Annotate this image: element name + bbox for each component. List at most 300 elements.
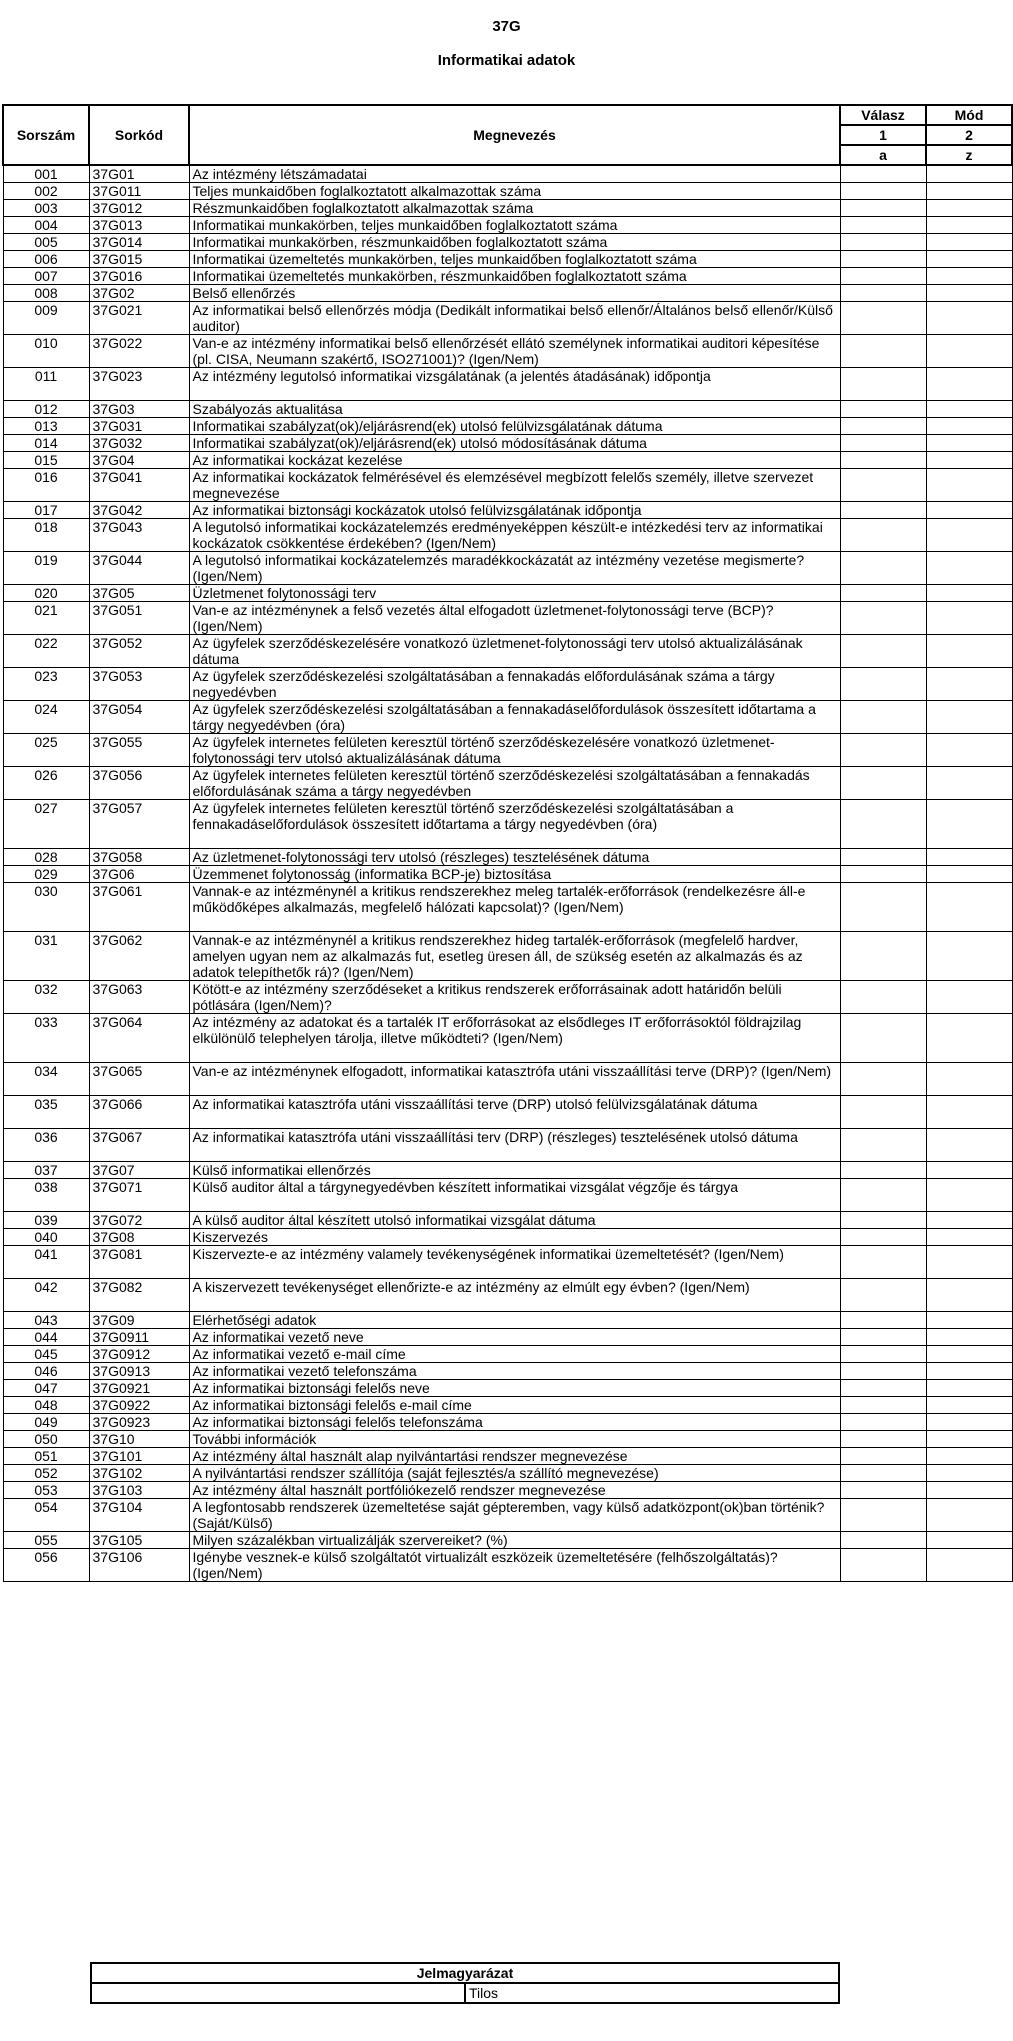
table-row <box>3 849 1012 866</box>
answer-cell[interactable] <box>840 668 926 701</box>
row-code: 37G051 <box>89 602 189 635</box>
table-row <box>3 1312 1012 1329</box>
row-number: 009 <box>3 302 89 335</box>
row-description: Az informatikai vezető telefonszáma <box>189 1363 840 1380</box>
answer-cell[interactable] <box>840 368 926 401</box>
mode-cell[interactable] <box>926 932 1012 981</box>
table-row <box>3 668 1012 701</box>
mode-cell[interactable] <box>926 1465 1012 1482</box>
mode-cell[interactable] <box>926 251 1012 268</box>
header-col-2: 2 <box>926 125 1012 145</box>
table-row <box>3 183 1012 200</box>
mode-cell[interactable] <box>926 1246 1012 1279</box>
answer-cell[interactable] <box>840 552 926 585</box>
table-row <box>3 585 1012 602</box>
row-description: Informatikai szabályzat(ok)/eljárásrend(ek) utolsó felülvizsgálatának dátuma <box>189 418 840 435</box>
row-code: 37G105 <box>89 1532 189 1549</box>
row-code: 37G10 <box>89 1431 189 1448</box>
table-row <box>3 251 1012 268</box>
table-row <box>3 1448 1012 1465</box>
mode-cell[interactable] <box>926 1279 1012 1312</box>
table-row <box>3 217 1012 234</box>
mode-cell[interactable] <box>926 866 1012 883</box>
table-row <box>3 883 1012 932</box>
row-number: 047 <box>3 1380 89 1397</box>
row-code: 37G011 <box>89 183 189 200</box>
mode-cell[interactable] <box>926 234 1012 251</box>
mode-cell[interactable] <box>926 552 1012 585</box>
row-code: 37G042 <box>89 502 189 519</box>
answer-cell[interactable] <box>840 1329 926 1346</box>
mode-cell[interactable] <box>926 502 1012 519</box>
answer-cell[interactable] <box>840 1499 926 1532</box>
answer-cell[interactable] <box>840 734 926 767</box>
row-description: Van-e az intézmény informatikai belső ellenőrzését ellátó személynek informatikai auditori képesítése (pl. CISA, Neumann szakértő, ISO271001)? (Igen/Nem) <box>189 335 840 368</box>
row-code: 37G04 <box>89 452 189 469</box>
row-description: Milyen százalékban virtualizálják szervereiket? (%) <box>189 1532 840 1549</box>
row-description: Külső informatikai ellenőrzés <box>189 1162 840 1179</box>
row-description: Az informatikai biztonsági felelős telefonszáma <box>189 1414 840 1431</box>
row-number: 018 <box>3 519 89 552</box>
row-number: 054 <box>3 1499 89 1532</box>
table-row <box>3 1499 1012 1532</box>
header-col-1: 1 <box>840 125 926 145</box>
row-code: 37G064 <box>89 1014 189 1063</box>
table-row <box>3 1346 1012 1363</box>
table-row <box>3 1229 1012 1246</box>
row-description: Kötött-e az intézmény szerződéseket a kritikus rendszerek erőforrásainak adott határidőn belüli pótlására (Igen/Nem)? <box>189 981 840 1014</box>
mode-cell[interactable] <box>926 1414 1012 1431</box>
row-number: 017 <box>3 502 89 519</box>
row-number: 041 <box>3 1246 89 1279</box>
row-number: 022 <box>3 635 89 668</box>
row-description: Igénybe vesznek-e külső szolgáltatót virtualizált eszközeik üzemeltetésére (felhőszolgáltatás)? (Igen/Nem) <box>189 1549 840 1582</box>
row-description: A legutolsó informatikai kockázatelemzés eredményeképpen készült-e intézkedési terv az informatikai kockázatok csökkentése érdekében? (Igen/Nem) <box>189 519 840 552</box>
answer-cell[interactable] <box>840 932 926 981</box>
row-number: 013 <box>3 418 89 435</box>
mode-cell[interactable] <box>926 849 1012 866</box>
mode-cell[interactable] <box>926 302 1012 335</box>
row-description: Az informatikai katasztrófa utáni visszaállítási terv (DRP) (részleges) tesztelésének utolsó dátuma <box>189 1129 840 1162</box>
mode-cell[interactable] <box>926 1482 1012 1499</box>
answer-cell[interactable] <box>840 866 926 883</box>
row-description: Informatikai üzemeltetés munkakörben, részmunkaidőben foglalkoztatott száma <box>189 268 840 285</box>
table-row <box>3 1014 1012 1063</box>
row-description: Informatikai munkakörben, részmunkaidőben foglalkoztatott száma <box>189 234 840 251</box>
legend-title: Jelmagyarázat <box>91 1963 839 1983</box>
row-description: Az ügyfelek szerződéskezelési szolgáltatásában a fennakadáselőfordulások összesített időtartama a tárgy negyedévben (óra) <box>189 701 840 734</box>
row-code: 37G056 <box>89 767 189 800</box>
row-number: 053 <box>3 1482 89 1499</box>
mode-cell[interactable] <box>926 335 1012 368</box>
mode-cell[interactable] <box>926 883 1012 932</box>
row-number: 032 <box>3 981 89 1014</box>
answer-cell[interactable] <box>840 200 926 217</box>
row-code: 37G082 <box>89 1279 189 1312</box>
row-description: A legfontosabb rendszerek üzemeltetése saját gépteremben, vagy külső adatközpont(ok)ban történik? (Saját/Külső) <box>189 1499 840 1532</box>
row-description: Az ügyfelek internetes felületen keresztül történő szerződéskezelési szolgáltatásában a fennakadáselőfordulások összesített időtartama a tárgy negyedévben (óra) <box>189 800 840 849</box>
row-description: Vannak-e az intézménynél a kritikus rendszerekhez hideg tartalék-erőforrások (megfelelő hardver, amelyen ugyan nem az alkalmazás fut, esetleg üresen áll, de szükség esetén az alkalmazás és az adatok telepíthetők rá)? (Igen/Nem) <box>189 932 840 981</box>
header-sorszam: Sorszám <box>3 105 89 165</box>
row-code: 37G062 <box>89 932 189 981</box>
answer-cell[interactable] <box>840 268 926 285</box>
row-code: 37G015 <box>89 251 189 268</box>
mode-cell[interactable] <box>926 452 1012 469</box>
answer-cell[interactable] <box>840 849 926 866</box>
table-row <box>3 734 1012 767</box>
row-code: 37G065 <box>89 1063 189 1096</box>
row-number: 024 <box>3 701 89 734</box>
answer-cell[interactable] <box>840 1279 926 1312</box>
answer-cell[interactable] <box>840 469 926 502</box>
mode-cell[interactable] <box>926 268 1012 285</box>
row-number: 015 <box>3 452 89 469</box>
answer-cell[interactable] <box>840 435 926 452</box>
row-description: További információk <box>189 1431 840 1448</box>
row-number: 045 <box>3 1346 89 1363</box>
row-code: 37G071 <box>89 1179 189 1212</box>
row-description: Üzemmenet folytonosság (informatika BCP-je) biztosítása <box>189 866 840 883</box>
mode-cell[interactable] <box>926 668 1012 701</box>
form-code: 37G <box>492 18 521 35</box>
answer-cell[interactable] <box>840 452 926 469</box>
mode-cell[interactable] <box>926 1329 1012 1346</box>
answer-cell[interactable] <box>840 302 926 335</box>
row-description: Az intézmény által használt alap nyilvántartási rendszer megnevezése <box>189 1448 840 1465</box>
row-number: 014 <box>3 435 89 452</box>
mode-cell[interactable] <box>926 701 1012 734</box>
mode-cell[interactable] <box>926 800 1012 849</box>
answer-cell[interactable] <box>840 401 926 418</box>
row-code: 37G08 <box>89 1229 189 1246</box>
answer-cell[interactable] <box>840 1448 926 1465</box>
row-number: 011 <box>3 368 89 401</box>
table-row <box>3 435 1012 452</box>
table-row <box>3 234 1012 251</box>
row-description: Az ügyfelek szerződéskezelési szolgáltatásában a fennakadás előfordulásának száma a tárgy negyedévben <box>189 668 840 701</box>
mode-cell[interactable] <box>926 734 1012 767</box>
answer-cell[interactable] <box>840 519 926 552</box>
table-row <box>3 302 1012 335</box>
answer-cell[interactable] <box>840 165 926 183</box>
table-row <box>3 932 1012 981</box>
mode-cell[interactable] <box>926 1499 1012 1532</box>
answer-cell[interactable] <box>840 1014 926 1063</box>
mode-cell[interactable] <box>926 1346 1012 1363</box>
row-description: Az informatikai katasztrófa utáni visszaállítási terve (DRP) utolsó felülvizsgálatának dátuma <box>189 1096 840 1129</box>
row-description: Az intézmény legutolsó informatikai vizsgálatának (a jelentés átadásának) időpontja <box>189 368 840 401</box>
mode-cell[interactable] <box>926 1532 1012 1549</box>
mode-cell[interactable] <box>926 635 1012 668</box>
table-row <box>3 1179 1012 1212</box>
mode-cell[interactable] <box>926 1229 1012 1246</box>
answer-cell[interactable] <box>840 1346 926 1363</box>
answer-cell[interactable] <box>840 1363 926 1380</box>
legend-item: Tilos <box>465 1983 839 2003</box>
answer-cell[interactable] <box>840 1179 926 1212</box>
row-number: 055 <box>3 1532 89 1549</box>
row-code: 37G044 <box>89 552 189 585</box>
answer-cell[interactable] <box>840 1129 926 1162</box>
mode-cell[interactable] <box>926 1312 1012 1329</box>
row-number: 003 <box>3 200 89 217</box>
row-number: 025 <box>3 734 89 767</box>
row-number: 035 <box>3 1096 89 1129</box>
answer-cell[interactable] <box>840 1246 926 1279</box>
row-description: Az informatikai belső ellenőrzés módja (Dedikált informatikai belső ellenőr/Általános belső ellenőr/Külső auditor) <box>189 302 840 335</box>
row-description: Informatikai szabályzat(ok)/eljárásrend(ek) utolsó módosításának dátuma <box>189 435 840 452</box>
answer-cell[interactable] <box>840 800 926 849</box>
table-row <box>3 635 1012 668</box>
answer-cell[interactable] <box>840 502 926 519</box>
row-code: 37G066 <box>89 1096 189 1129</box>
mode-cell[interactable] <box>926 1129 1012 1162</box>
answer-cell[interactable] <box>840 418 926 435</box>
table-row <box>3 200 1012 217</box>
row-description: Van-e az intézménynek elfogadott, informatikai katasztrófa utáni visszaállítási terve (DRP)? (Igen/Nem) <box>189 1063 840 1096</box>
row-number: 050 <box>3 1431 89 1448</box>
mode-cell[interactable] <box>926 981 1012 1014</box>
row-code: 37G0923 <box>89 1414 189 1431</box>
answer-cell[interactable] <box>840 251 926 268</box>
row-code: 37G072 <box>89 1212 189 1229</box>
mode-cell[interactable] <box>926 1063 1012 1096</box>
mode-cell[interactable] <box>926 165 1012 183</box>
row-code: 37G022 <box>89 335 189 368</box>
answer-cell[interactable] <box>840 1312 926 1329</box>
row-code: 37G054 <box>89 701 189 734</box>
row-code: 37G101 <box>89 1448 189 1465</box>
table-row <box>3 519 1012 552</box>
answer-cell[interactable] <box>840 635 926 668</box>
row-number: 010 <box>3 335 89 368</box>
row-number: 043 <box>3 1312 89 1329</box>
row-number: 023 <box>3 668 89 701</box>
row-code: 37G032 <box>89 435 189 452</box>
mode-cell[interactable] <box>926 1096 1012 1129</box>
answer-cell[interactable] <box>840 1414 926 1431</box>
answer-cell[interactable] <box>840 217 926 234</box>
mode-cell[interactable] <box>926 285 1012 302</box>
mode-cell[interactable] <box>926 200 1012 217</box>
table-row <box>3 469 1012 502</box>
row-number: 012 <box>3 401 89 418</box>
table-row <box>3 1329 1012 1346</box>
row-code: 37G081 <box>89 1246 189 1279</box>
table-row <box>3 452 1012 469</box>
row-code: 37G02 <box>89 285 189 302</box>
row-description: Az informatikai biztonsági kockázatok utolsó felülvizsgálatának időpontja <box>189 502 840 519</box>
row-number: 051 <box>3 1448 89 1465</box>
row-number: 019 <box>3 552 89 585</box>
mode-cell[interactable] <box>926 1431 1012 1448</box>
mode-cell[interactable] <box>926 1014 1012 1063</box>
mode-cell[interactable] <box>926 519 1012 552</box>
mode-cell[interactable] <box>926 183 1012 200</box>
answer-cell[interactable] <box>840 1549 926 1582</box>
row-number: 056 <box>3 1549 89 1582</box>
row-number: 044 <box>3 1329 89 1346</box>
row-number: 042 <box>3 1279 89 1312</box>
row-code: 37G021 <box>89 302 189 335</box>
answer-cell[interactable] <box>840 1380 926 1397</box>
answer-cell[interactable] <box>840 1162 926 1179</box>
row-description: Kiszervezés <box>189 1229 840 1246</box>
row-code: 37G012 <box>89 200 189 217</box>
table-row <box>3 1063 1012 1096</box>
row-number: 040 <box>3 1229 89 1246</box>
mode-cell[interactable] <box>926 418 1012 435</box>
row-code: 37G053 <box>89 668 189 701</box>
row-number: 034 <box>3 1063 89 1096</box>
row-description: Informatikai munkakörben, teljes munkaidőben foglalkoztatott száma <box>189 217 840 234</box>
answer-cell[interactable] <box>840 1532 926 1549</box>
row-description: A nyilvántartási rendszer szállítója (saját fejlesztés/a szállító megnevezése) <box>189 1465 840 1482</box>
header-valasz: Válasz <box>840 105 926 125</box>
row-number: 020 <box>3 585 89 602</box>
row-description: Az ügyfelek szerződéskezelésére vonatkozó üzletmenet-folytonossági terv utolsó aktualizálásának dátuma <box>189 635 840 668</box>
row-code: 37G102 <box>89 1465 189 1482</box>
answer-cell[interactable] <box>840 767 926 800</box>
mode-cell[interactable] <box>926 368 1012 401</box>
mode-cell[interactable] <box>926 1380 1012 1397</box>
mode-cell[interactable] <box>926 1162 1012 1179</box>
row-number: 005 <box>3 234 89 251</box>
answer-cell[interactable] <box>840 335 926 368</box>
answer-cell[interactable] <box>840 1465 926 1482</box>
table-row <box>3 502 1012 519</box>
table-row <box>3 1465 1012 1482</box>
table-row <box>3 1246 1012 1279</box>
row-code: 37G06 <box>89 866 189 883</box>
answer-cell[interactable] <box>840 183 926 200</box>
mode-cell[interactable] <box>926 767 1012 800</box>
mode-cell[interactable] <box>926 1212 1012 1229</box>
mode-cell[interactable] <box>926 1363 1012 1380</box>
row-description: A külső auditor által készített utolsó informatikai vizsgálat dátuma <box>189 1212 840 1229</box>
row-description: Az üzletmenet-folytonossági terv utolsó (részleges) tesztelésének dátuma <box>189 849 840 866</box>
row-code: 37G023 <box>89 368 189 401</box>
answer-cell[interactable] <box>840 1431 926 1448</box>
row-number: 048 <box>3 1397 89 1414</box>
answer-cell[interactable] <box>840 883 926 932</box>
row-description: Elérhetőségi adatok <box>189 1312 840 1329</box>
table-row <box>3 602 1012 635</box>
mode-cell[interactable] <box>926 1397 1012 1414</box>
mode-cell[interactable] <box>926 1549 1012 1582</box>
answer-cell[interactable] <box>840 1063 926 1096</box>
row-number: 007 <box>3 268 89 285</box>
row-description: Belső ellenőrzés <box>189 285 840 302</box>
answer-cell[interactable] <box>840 602 926 635</box>
row-number: 038 <box>3 1179 89 1212</box>
mode-cell[interactable] <box>926 1448 1012 1465</box>
table-row <box>3 767 1012 800</box>
row-description: Az informatikai biztonsági felelős e-mail címe <box>189 1397 840 1414</box>
mode-cell[interactable] <box>926 469 1012 502</box>
row-description: Az ügyfelek internetes felületen keresztül történő szerződéskezelésére vonatkozó üzletmenet-folytonossági terv utolsó aktualizálásának dátuma <box>189 734 840 767</box>
mode-cell[interactable] <box>926 217 1012 234</box>
table-row <box>3 1363 1012 1380</box>
mode-cell[interactable] <box>926 401 1012 418</box>
row-code: 37G055 <box>89 734 189 767</box>
header-col-a: a <box>840 145 926 165</box>
row-code: 37G104 <box>89 1499 189 1532</box>
table-row <box>3 335 1012 368</box>
row-description: Az informatikai vezető neve <box>189 1329 840 1346</box>
answer-cell[interactable] <box>840 1397 926 1414</box>
answer-cell[interactable] <box>840 1229 926 1246</box>
header-megnevezes: Megnevezés <box>189 105 840 165</box>
row-number: 052 <box>3 1465 89 1482</box>
table-row <box>3 800 1012 849</box>
table-row <box>3 165 1012 183</box>
answer-cell[interactable] <box>840 234 926 251</box>
mode-cell[interactable] <box>926 435 1012 452</box>
row-code: 37G031 <box>89 418 189 435</box>
row-code: 37G03 <box>89 401 189 418</box>
row-code: 37G058 <box>89 849 189 866</box>
table-row <box>3 1162 1012 1179</box>
table-row <box>3 552 1012 585</box>
row-description: Az informatikai kockázatok felmérésével és elemzésével megbízott felelős személy, illetve szervezet megnevezése <box>189 469 840 502</box>
row-description: Az informatikai biztonsági felelős neve <box>189 1380 840 1397</box>
answer-cell[interactable] <box>840 701 926 734</box>
row-code: 37G0911 <box>89 1329 189 1346</box>
table-row <box>3 401 1012 418</box>
row-description: Kiszervezte-e az intézmény valamely tevékenységének informatikai üzemeltetését? (Igen/Nem) <box>189 1246 840 1279</box>
answer-cell[interactable] <box>840 1482 926 1499</box>
row-number: 030 <box>3 883 89 932</box>
answer-cell[interactable] <box>840 285 926 302</box>
table-row <box>3 1380 1012 1397</box>
form-title: Informatikai adatok <box>437 52 576 69</box>
row-number: 008 <box>3 285 89 302</box>
mode-cell[interactable] <box>926 585 1012 602</box>
row-number: 033 <box>3 1014 89 1063</box>
row-number: 031 <box>3 932 89 981</box>
row-description: Külső auditor által a tárgynegyedévben készített informatikai vizsgálat végzője és tárgya <box>189 1179 840 1212</box>
answer-cell[interactable] <box>840 981 926 1014</box>
row-code: 37G041 <box>89 469 189 502</box>
row-code: 37G0913 <box>89 1363 189 1380</box>
table-row <box>3 285 1012 302</box>
mode-cell[interactable] <box>926 1179 1012 1212</box>
row-description: Informatikai üzemeltetés munkakörben, teljes munkaidőben foglalkoztatott száma <box>189 251 840 268</box>
table-row <box>3 1096 1012 1129</box>
row-number: 021 <box>3 602 89 635</box>
answer-cell[interactable] <box>840 585 926 602</box>
mode-cell[interactable] <box>926 602 1012 635</box>
row-number: 001 <box>3 165 89 183</box>
row-description: Az intézmény által használt portfóliókezelő rendszer megnevezése <box>189 1482 840 1499</box>
answer-cell[interactable] <box>840 1096 926 1129</box>
answer-cell[interactable] <box>840 1212 926 1229</box>
row-number: 027 <box>3 800 89 849</box>
table-row <box>3 418 1012 435</box>
row-code: 37G0922 <box>89 1397 189 1414</box>
row-code: 37G014 <box>89 234 189 251</box>
row-description: Van-e az intézménynek a felső vezetés által elfogadott üzletmenet-folytonossági terve (BCP)? (Igen/Nem) <box>189 602 840 635</box>
table-row <box>3 981 1012 1014</box>
row-number: 049 <box>3 1414 89 1431</box>
row-number: 002 <box>3 183 89 200</box>
row-description: A kiszervezett tevékenységet ellenőrizte-e az intézmény az elmúlt egy évben? (Igen/Nem) <box>189 1279 840 1312</box>
row-code: 37G05 <box>89 585 189 602</box>
legend-table <box>90 1962 840 2004</box>
row-description: Üzletmenet folytonossági terv <box>189 585 840 602</box>
table-row <box>3 1397 1012 1414</box>
